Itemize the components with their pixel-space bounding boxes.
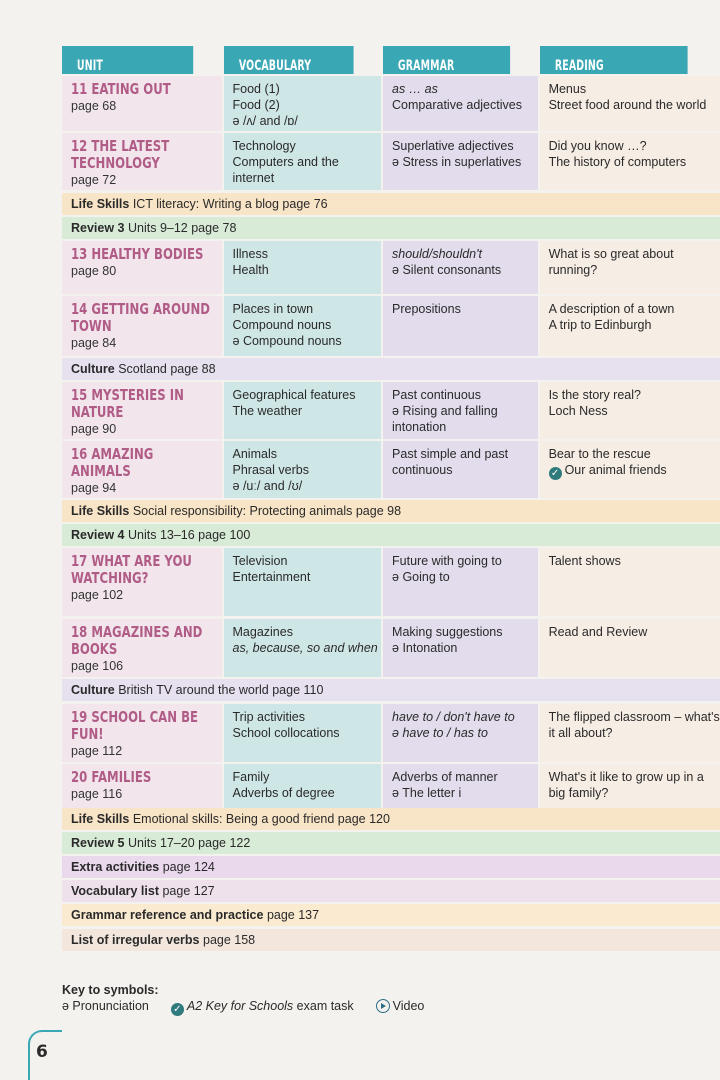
table-row [62, 76, 720, 131]
key-video: Video [376, 999, 425, 1016]
grammar-cell: as … as Comparative adjectives [383, 76, 538, 131]
life-skills-band: Life Skills ICT literacy: Writing a blog page 76 [62, 193, 720, 215]
header-grammar: GRAMMAR [383, 46, 510, 74]
table-row [62, 133, 720, 190]
unit-title: 17 WHAT ARE YOU WATCHING? [71, 552, 192, 587]
reading-cell: What's it like to grow up in a big family? [540, 764, 720, 808]
vocab-cell: Technology Computers and the internet [224, 133, 382, 190]
grammar-reference-band: Grammar reference and practice page 137 [62, 904, 720, 926]
reading-cell: Did you know …? The history of computers [540, 133, 720, 190]
table-row [62, 764, 720, 808]
vocab-cell: Food (1) Food (2) ə /ʌ/ and /ɒ/ [224, 76, 382, 131]
unit-title: 13 HEALTHY BODIES [71, 245, 204, 263]
reading-cell: Bear to the rescue ✓ Our animal friends [540, 441, 720, 498]
symbol-key [62, 983, 424, 1016]
reading-cell: Menus Street food around the world [540, 76, 720, 131]
table-header [62, 46, 720, 74]
grammar-cell: Superlative adjectives ə Stress in superlatives [383, 133, 538, 190]
unit-title: 20 FAMILIES [71, 768, 152, 786]
key-exam-task: ✓ A2 Key for Schools exam task [171, 999, 354, 1016]
reading-cell: The flipped classroom – what's it all about? [540, 704, 720, 762]
culture-band: Culture Scotland page 88 [62, 358, 720, 380]
exam-task-icon: ✓ [171, 1003, 184, 1016]
review-band: Review 4 Units 13–16 page 100 [62, 524, 720, 546]
grammar-cell: Prepositions [383, 296, 538, 356]
header-unit: UNIT [62, 46, 193, 74]
grammar-cell: should/shouldn't ə Silent consonants [383, 241, 538, 294]
unit-cell: 15 MYSTERIES IN NATURE page 90 [62, 382, 222, 439]
unit-title: 19 SCHOOL CAN BE FUN! [71, 708, 199, 743]
vocab-cell: Places in town Compound nouns ə Compound nouns [224, 296, 382, 356]
irregular-verbs-band: List of irregular verbs page 158 [62, 929, 720, 951]
page-number: 6 [36, 1042, 48, 1062]
unit-cell: 17 WHAT ARE YOU WATCHING? page 102 [62, 548, 222, 616]
reading-cell: Is the story real? Loch Ness [540, 382, 720, 439]
unit-title: 15 MYSTERIES IN NATURE [71, 386, 184, 421]
unit-cell: 16 AMAZING ANIMALS page 94 [62, 441, 222, 498]
table-row [62, 382, 720, 439]
review-band: Review 3 Units 9–12 page 78 [62, 217, 720, 239]
culture-band: Culture British TV around the world page 110 [62, 679, 720, 701]
key-title: Key to symbols: [62, 983, 159, 997]
table-row [62, 296, 720, 356]
grammar-cell: have to / don't have to ə have to / has to [383, 704, 538, 762]
unit-cell: 13 HEALTHY BODIES page 80 [62, 241, 222, 294]
vocab-cell: Family Adverbs of degree [224, 764, 382, 808]
reading-cell: A description of a town A trip to Edinburgh [540, 296, 720, 356]
unit-title: 11 EATING OUT [71, 80, 171, 98]
table-row [62, 241, 720, 294]
table-row [62, 441, 720, 498]
unit-cell: 20 FAMILIES page 116 [62, 764, 222, 808]
reading-cell: Talent shows [540, 548, 720, 616]
exam-task-icon: ✓ [549, 467, 562, 480]
extra-activities-band: Extra activities page 124 [62, 856, 720, 878]
vocab-cell: Illness Health [224, 241, 382, 294]
unit-cell: 14 GETTING AROUND TOWN page 84 [62, 296, 222, 356]
unit-title: 14 GETTING AROUND TOWN [71, 300, 211, 335]
vocab-cell: Magazines as, because, so and when [224, 619, 382, 677]
grammar-cell: Future with going to ə Going to [383, 548, 538, 616]
unit-title: 16 AMAZING ANIMALS [71, 445, 154, 480]
unit-cell: 18 MAGAZINES AND BOOKS page 106 [62, 619, 222, 677]
vocab-cell: Trip activities School collocations [224, 704, 382, 762]
unit-title: 18 MAGAZINES AND BOOKS [71, 623, 203, 658]
vocab-cell: Animals Phrasal verbs ə /uː/ and /ʊ/ [224, 441, 382, 498]
table-row [62, 548, 720, 616]
reading-cell: What is so great about running? [540, 241, 720, 294]
table-row [62, 619, 720, 677]
unit-cell: 12 THE LATEST TECHNOLOGY page 72 [62, 133, 222, 190]
vocabulary-list-band: Vocabulary list page 127 [62, 880, 720, 902]
review-band: Review 5 Units 17–20 page 122 [62, 832, 720, 854]
vocab-cell: Geographical features The weather [224, 382, 382, 439]
grammar-cell: Adverbs of manner ə The letter i [383, 764, 538, 808]
reading-cell: Read and Review [540, 619, 720, 677]
header-reading: READING [540, 46, 688, 74]
grammar-cell: Past continuous ə Rising and falling intonation [383, 382, 538, 439]
page-number-tab [28, 1030, 62, 1080]
unit-cell: 19 SCHOOL CAN BE FUN! page 112 [62, 704, 222, 762]
unit-cell: 11 EATING OUT page 68 [62, 76, 222, 131]
grammar-cell: Past simple and past continuous [383, 441, 538, 498]
header-vocabulary: VOCABULARY [224, 46, 353, 74]
life-skills-band: Life Skills Social responsibility: Protecting animals page 98 [62, 500, 720, 522]
table-row [62, 704, 720, 762]
vocab-cell: Television Entertainment [224, 548, 382, 616]
unit-title: 12 THE LATEST TECHNOLOGY [71, 137, 170, 172]
video-icon [376, 999, 390, 1013]
key-pronunciation: ə Pronunciation [62, 999, 149, 1013]
grammar-cell: Making suggestions ə Intonation [383, 619, 538, 677]
life-skills-band: Life Skills Emotional skills: Being a good friend page 120 [62, 808, 720, 830]
